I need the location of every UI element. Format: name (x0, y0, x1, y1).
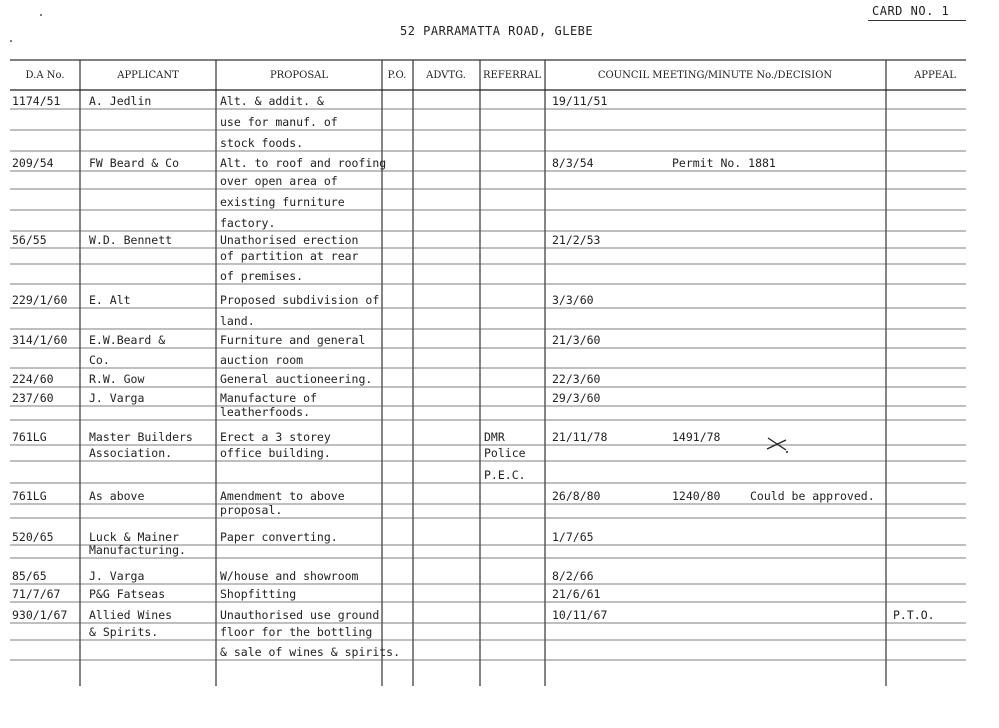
table-row (10, 372, 966, 387)
proposal-cell: Unauthorised use ground (220, 608, 380, 622)
table-row (10, 115, 966, 130)
proposal-cell: over open area of (220, 174, 338, 188)
table-row (10, 391, 966, 406)
col-header-po: P.O. (387, 70, 407, 81)
da-number-cell: 85/65 (12, 569, 47, 583)
table-header (10, 70, 966, 90)
proposal-cell: Paper converting. (220, 530, 338, 544)
proposal-cell: existing furniture (220, 195, 345, 209)
table-row (10, 569, 966, 584)
table-row (10, 333, 966, 348)
table-row (10, 489, 966, 504)
da-number-cell: 761LG (12, 430, 47, 444)
table-row (10, 503, 966, 518)
table-row (10, 608, 966, 623)
proposal-cell: office building. (220, 446, 331, 460)
table-row (10, 156, 966, 171)
minute-number-cell: Permit No. 1881 (672, 156, 776, 170)
proposal-cell: stock foods. (220, 136, 304, 150)
col-header-advtg: ADVTG. (426, 70, 466, 81)
col-header-applicant: APPLICANT (117, 70, 179, 81)
referral-cell: P.E.C. (484, 468, 526, 482)
applicant-cell: FW Beard & Co (89, 156, 180, 170)
meeting-date-cell: 21/11/78 (552, 430, 608, 444)
da-number-cell: 229/1/60 (12, 293, 68, 307)
proposal-cell: & sale of wines & spirits. (220, 645, 401, 659)
appeal-cell: P.T.O. (893, 608, 935, 622)
applicant-cell: Allied Wines (89, 608, 173, 622)
table-row (10, 625, 966, 640)
meeting-date-cell: 22/3/60 (552, 372, 601, 386)
applicant-cell: Master Builders (89, 430, 193, 444)
proposal-cell: Alt. to roof and roofing (220, 156, 387, 170)
da-number-cell: 237/60 (12, 391, 54, 405)
meeting-date-cell: 8/3/54 (552, 156, 594, 170)
table-row (10, 353, 966, 368)
col-header-council: COUNCIL MEETING/MINUTE No./DECISION (597, 70, 833, 81)
da-number-cell: 520/65 (12, 530, 54, 544)
decision-cross-mark (767, 438, 788, 453)
da-number-cell: 761LG (12, 489, 47, 503)
table-row (10, 314, 966, 329)
referral-cell: DMR (484, 430, 505, 444)
table-row (10, 430, 966, 445)
applicant-cell: P&G Fatseas (89, 587, 166, 601)
da-number-cell: 1174/51 (12, 94, 61, 108)
table-row (10, 293, 966, 308)
applicant-cell: Manufacturing. (89, 543, 186, 557)
col-header-da-no: D.A No. (25, 70, 65, 81)
table-row (10, 136, 966, 151)
applicant-cell: E. Alt (89, 293, 131, 307)
da-number-cell: 56/55 (12, 233, 47, 247)
table-body (10, 94, 966, 660)
proposal-cell: W/house and showroom (220, 569, 359, 583)
col-header-referral: REFERRAL (483, 70, 541, 81)
applicant-cell: Association. (89, 446, 173, 460)
table-row (10, 233, 966, 248)
applicant-cell: A. Jedlin (89, 94, 152, 108)
applicant-cell: Luck & Mainer (89, 530, 180, 544)
table-row (10, 645, 966, 660)
proposal-cell: land. (220, 314, 255, 328)
proposal-cell: Shopfitting (220, 587, 297, 601)
meeting-date-cell: 29/3/60 (552, 391, 601, 405)
applicant-cell: J. Varga (89, 391, 145, 405)
meeting-date-cell: 21/2/53 (552, 233, 601, 247)
col-header-appeal: APPEAL (914, 70, 956, 81)
applicant-cell: W.D. Bennett (89, 233, 173, 247)
proposal-cell: Furniture and general (220, 333, 366, 347)
referral-cell: Police (484, 446, 526, 460)
proposal-cell: Manufacture of (220, 391, 317, 405)
da-number-cell: 209/54 (12, 156, 54, 170)
applicant-cell: J. Varga (89, 569, 145, 583)
table-row (10, 587, 966, 602)
proposal-cell: auction room (220, 353, 304, 367)
meeting-date-cell: 21/6/61 (552, 587, 601, 601)
proposal-cell: use for manuf. of (220, 115, 338, 129)
table-row (10, 468, 966, 483)
applicant-cell: As above (89, 489, 145, 503)
proposal-cell: General auctioneering. (220, 372, 373, 386)
table-row (10, 216, 966, 231)
meeting-date-cell: 21/3/60 (552, 333, 601, 347)
proposal-cell: proposal. (220, 503, 283, 517)
da-number-cell: 314/1/60 (12, 333, 68, 347)
proposal-cell: factory. (220, 216, 276, 230)
proposal-cell: leatherfoods. (220, 405, 311, 419)
da-number-cell: 71/7/67 (12, 587, 61, 601)
proposal-cell: Amendment to above (220, 489, 345, 503)
table-row (10, 94, 966, 109)
proposal-cell: of premises. (220, 269, 304, 283)
meeting-date-cell: 26/8/80 (552, 489, 601, 503)
proposal-cell: Alt. & addit. & (220, 94, 324, 108)
applicant-cell: & Spirits. (89, 625, 159, 639)
minute-number-cell: 1240/80 (672, 489, 721, 503)
card-number: CARD NO. 1 (872, 4, 950, 18)
applicant-cell: Co. (89, 353, 110, 367)
meeting-date-cell: 19/11/51 (552, 94, 608, 108)
table-row (10, 405, 966, 420)
meeting-date-cell: 8/2/66 (552, 569, 594, 583)
proposal-cell: Proposed subdivision of (220, 293, 380, 307)
applicant-cell: R.W. Gow (89, 372, 145, 386)
table-row (10, 269, 966, 284)
table-row (10, 446, 966, 461)
da-number-cell: 224/60 (12, 372, 54, 386)
proposal-cell: Unathorised erection (220, 233, 359, 247)
proposal-cell: of partition at rear (220, 249, 359, 263)
applicant-cell: E.W.Beard & (89, 333, 166, 347)
table-row (10, 195, 966, 210)
minute-number-cell: 1491/78 (672, 430, 721, 444)
table-row (10, 249, 966, 264)
proposal-cell: floor for the bottling (220, 625, 373, 639)
col-header-proposal: PROPOSAL (269, 70, 329, 81)
meeting-date-cell: 3/3/60 (552, 293, 594, 307)
decision-cell: Could be approved. (750, 489, 875, 503)
table-row (10, 174, 966, 189)
meeting-date-cell: 1/7/65 (552, 530, 594, 544)
proposal-cell: Erect a 3 storey (220, 430, 331, 444)
meeting-date-cell: 10/11/67 (552, 608, 608, 622)
da-number-cell: 930/1/67 (12, 608, 68, 622)
property-address: 52 PARRAMATTA ROAD, GLEBE (400, 24, 594, 38)
